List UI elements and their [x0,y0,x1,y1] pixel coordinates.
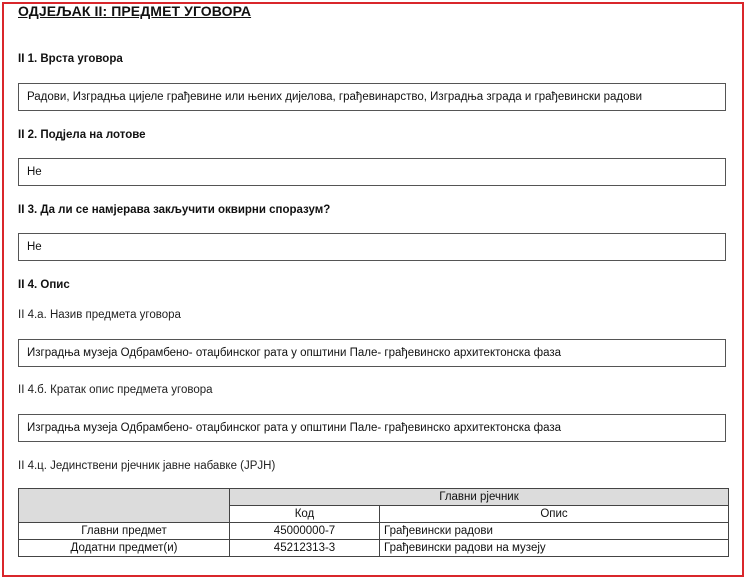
contract-name-field: Изградња музеја Одбрамбено- отаџбинског рата у општини Пале- грађевинско архитектонска фаза [18,339,726,367]
table-corner-cell [19,489,230,523]
cpv-description: Грађевински радови на музеју [380,540,729,557]
table-row [19,540,729,557]
description-heading: II 4. Опис [18,279,70,291]
contract-type-heading: II 1. Врста уговора [18,53,123,65]
code-column-header: Код [230,506,380,523]
table-row [19,523,729,540]
row-label: Главни предмет [19,523,230,540]
section-title: ОДЈЕЉАК II: ПРЕДМЕТ УГОВОРА [18,3,252,19]
lots-heading: II 2. Подјела на лотове [18,129,146,141]
lots-field: Не [18,158,726,186]
cpv-description: Грађевински радови [380,523,729,540]
table-row [19,489,729,506]
framework-agreement-field: Не [18,233,726,261]
short-description-label: II 4.б. Кратак опис предмета уговора [18,384,213,396]
short-description-field: Изградња музеја Одбрамбено- отаџбинског рата у општини Пале- грађевинско архитектонска фаза [18,414,726,442]
cpv-code: 45000000-7 [230,523,380,540]
row-label: Додатни предмет(и) [19,540,230,557]
contract-type-field: Радови, Изградња цијеле грађевине или њених дијелова, грађевинарство, Изградња зграда и грађевински радови [18,83,726,111]
cpv-label: II 4.ц. Јединствени рјечник јавне набавке (ЈРЈН) [18,460,276,472]
contract-name-label: II 4.а. Назив предмета уговора [18,309,181,321]
cpv-code: 45212313-3 [230,540,380,557]
main-vocabulary-header: Главни рјечник [230,489,729,506]
cpv-table [18,488,729,557]
framework-agreement-heading: II 3. Да ли се намјерава закључити оквирни споразум? [18,204,331,216]
description-column-header: Опис [380,506,729,523]
